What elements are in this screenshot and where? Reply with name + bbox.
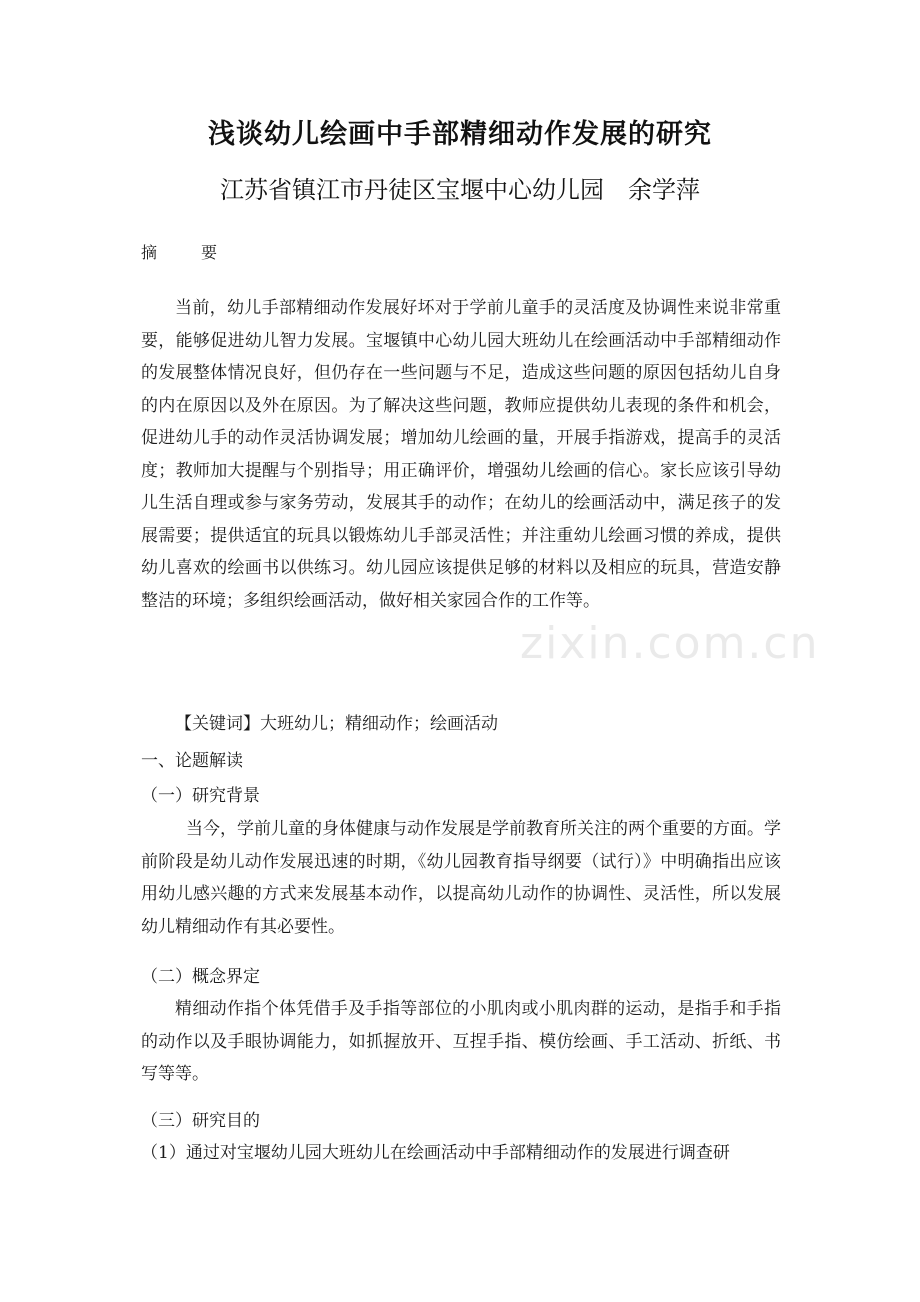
background-paragraph: 当今，学前儿童的身体健康与动作发展是学前教育所关注的两个重要的方面。学前阶段是幼儿动作发展迅速的时期，《幼儿园教育指导纲要（试行）》中明确指出应该用幼儿感兴趣的方式来发展基本动作，以提高幼儿动作的协调性、灵活性，所以发展幼儿精细动作有其必要性。 [141,819,781,937]
purpose-item-1: （1）通过对宝堰幼儿园大班幼儿在绘画活动中手部精细动作的发展进行调查研 [141,1143,730,1163]
abstract-heading [141,240,217,263]
document-title: 浅谈幼儿绘画中手部精细动作发展的研究 [208,119,712,150]
document-author-line: 江苏省镇江市丹徒区宝堰中心幼儿园 余学萍 [220,176,700,204]
abstract-paragraph: 当前，幼儿手部精细动作发展好坏对于学前儿童手的灵活度及协调性来说非常重要，能够促进幼儿智力发展。宝堰镇中心幼儿园大班幼儿在绘画活动中手部精细动作的发展整体情况良好，但仍存在一些问题与不足，造成这些问题的原因包括幼儿自身的内在原因以及外在原因。为了解决这些问题，教师应提供幼儿表现的条件和机会，促进幼儿手的动作灵活协调发展；增加幼儿绘画的量，开展手指游戏，提高手的灵活度；教师加大提醒与个别指导；用正确评价，增强幼儿绘画的信心。家长应该引导幼儿生活自理或参与家务劳动，发展其手的动作；在幼儿的绘画活动中，满足孩子的发展需要；提供适宜的玩具以锻炼幼儿手部灵活性；并注重幼儿绘画习惯的养成，提供幼儿喜欢的绘画书以供练习。幼儿园应该提供足够的材料以及相应的玩具，营造安静整洁的环境；多组织绘画活动，做好相关家园合作的工作等。 [141,298,781,611]
definition-paragraph: 精细动作指个体凭借手及手指等部位的小肌肉或小肌肉群的运动，是指手和手指的动作以及手眼协调能力，如抓握放开、互捏手指、模仿绘画、手工活动、折纸、书写等等。 [141,999,781,1084]
subsection-heading-definition: （二）概念界定 [141,967,260,987]
abstract-heading-char-1: 摘 [141,243,158,262]
watermark: zixin.com.cn [520,618,820,669]
keywords-line: 【关键词】大班幼儿；精细动作；绘画活动 [175,714,498,734]
abstract-heading-char-2: 要 [201,243,218,262]
subsection-heading-background: （一）研究背景 [141,786,260,806]
section-heading-1: 一、论题解读 [141,751,243,771]
subsection-heading-purpose: （三）研究目的 [141,1111,260,1131]
